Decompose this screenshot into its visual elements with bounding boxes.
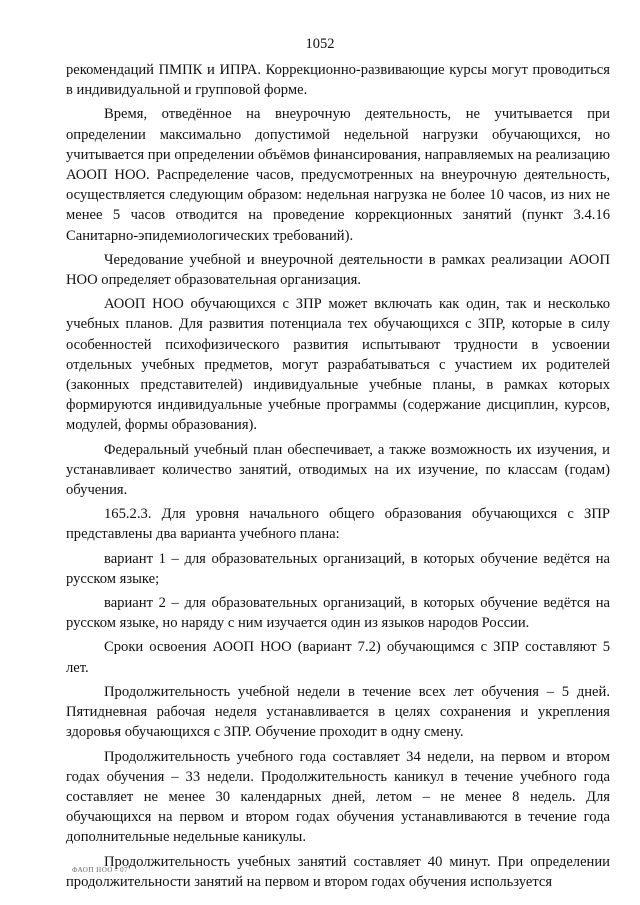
footer-code: ФАОП НОО - 07	[72, 866, 129, 874]
paragraph: 165.2.3. Для уровня начального общего образования обучающихся с ЗПР представлены два варианта учебного плана:	[66, 506, 610, 543]
paragraph: Чередование учебной и внеурочной деятельности в рамках реализации АООП НОО определяет образовательная организация.	[66, 251, 610, 289]
paragraph: вариант 2 – для образовательных организаций, в которых обучение ведётся на русском языке, но наряду с ним изучается один из языков народов России.	[66, 595, 610, 632]
paragraph: Сроки освоения АООП НОО (вариант 7.2) обучающимся с ЗПР составляют 5 лет.	[66, 639, 610, 676]
paragraph: рекомендаций ПМПК и ИПРА. Коррекционно-развивающие курсы могут проводиться в индивидуальной и групповой форме.	[66, 62, 610, 99]
paragraph: Продолжительность учебной недели в течение всех лет обучения – 5 дней. Пятидневная рабочая неделя устанавливается в целях сохранения и укрепления здоровья обучающихся с ЗПР. Обучение проходит в одну смену.	[66, 683, 610, 741]
paragraph: Продолжительность учебного года составляет 34 недели, на первом и втором годах обучения – 33 недели. Продолжительность каникул в течение учебного года составляет не менее 30 календарных дней, летом – не менее 8 недель. Для обучающихся на первом и втором годах обучения устанавливаются в течение года дополнительные недельные каникулы.	[66, 748, 610, 846]
page-number: 1052	[305, 36, 335, 52]
paragraph: АООП НОО обучающихся с ЗПР может включать как один, так и несколько учебных планов. Для развития потенциала тех обучающихся с ЗПР, которые в силу особенностей психофизического развития испытывают трудности в усвоении отдельных учебных предметов, могут разрабатываться с участием их родителей (законных представителей) индивидуальные учебные планы, в рамках которых формируются индивидуальные учебные программы (содержание дисциплин, курсов, модулей, формы образования).	[66, 296, 610, 434]
paragraph: Федеральный учебный план обеспечивает, а также возможность их изучения, и устанавливает количество занятий, отводимых на их изучение, по классам (годам) обучения.	[66, 441, 610, 499]
paragraph: Время, отведённое на внеурочную деятельность, не учитывается при определении максимально допустимой недельной нагрузки обучающихся, но учитывается при определении объёмов финансирования, направляемых на реализацию АООП НОО. Распределение часов, предусмотренных на внеурочную деятельность, осуществляется следующим образом: недельная нагрузка не более 10 часов, из них не менее 5 часов отводится на проведение коррекционных занятий (пункт 3.4.16 Санитарно-эпидемиологических требований).	[66, 106, 610, 244]
paragraph: вариант 1 – для образовательных организаций, в которых обучение ведётся на русском языке;	[66, 550, 610, 587]
body-text	[66, 60, 610, 896]
paragraph: Продолжительность учебных занятий составляет 40 минут. При определении продолжительности занятий на первом и втором годах обучения используется	[66, 853, 610, 890]
